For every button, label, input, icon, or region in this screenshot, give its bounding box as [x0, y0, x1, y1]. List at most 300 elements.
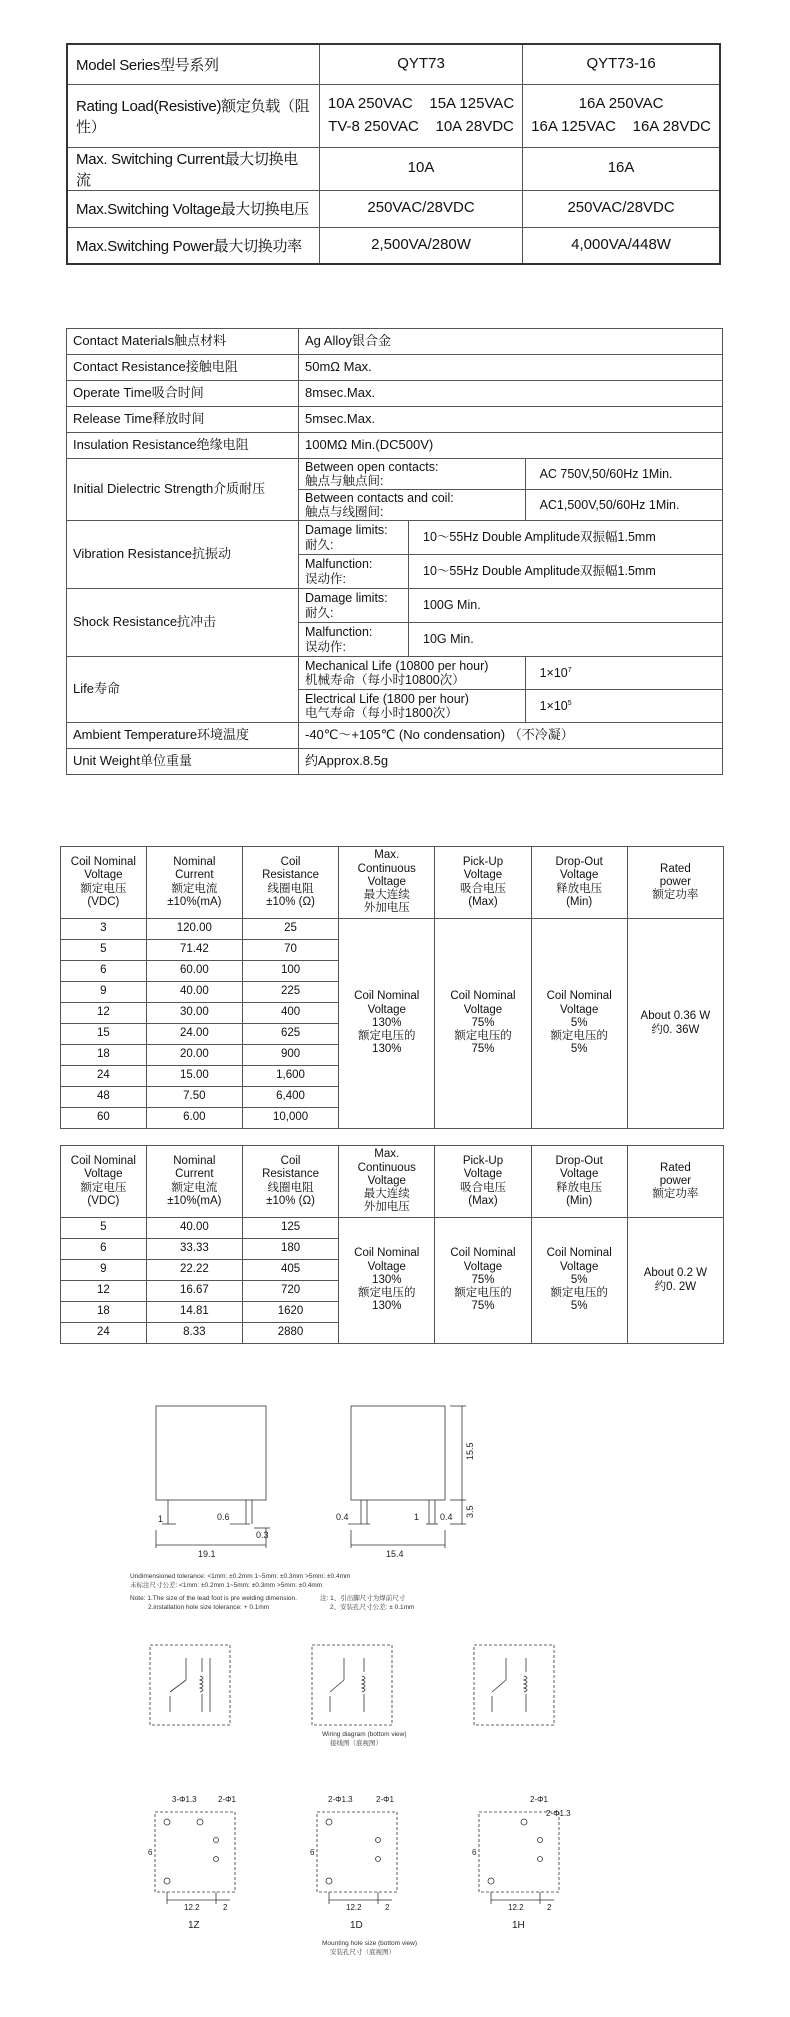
hole-label: 2-Φ1.3 — [328, 1795, 353, 1804]
header-line: Rated — [660, 862, 691, 875]
column-header — [435, 1146, 531, 1218]
max-voltage-qyt73-16: 250VAC/28VDC — [523, 190, 720, 227]
life-b-en: Electrical Life (1800 per hour) — [305, 691, 469, 706]
shock-a-cond — [299, 589, 409, 623]
shock-a-en: Damage limits: — [305, 591, 388, 606]
release-time-label: Release Time释放时间 — [67, 407, 299, 433]
hole-label: 2-Φ1 — [218, 1795, 236, 1804]
table-cell: 3 — [61, 919, 147, 940]
table-cell: 71.42 — [146, 940, 242, 961]
characteristics-table — [66, 328, 723, 775]
table-row — [67, 589, 723, 623]
table-row — [61, 1218, 724, 1239]
column-header — [531, 1146, 627, 1218]
header-line: Nominal — [173, 856, 216, 869]
table-row — [67, 723, 723, 749]
life-a-cond — [299, 657, 526, 690]
shock-b-cn: 误动作: — [305, 639, 346, 654]
cell-line: 5% — [570, 1016, 588, 1029]
dim-12-2: 12.2 — [346, 1903, 362, 1912]
table-row — [67, 44, 720, 84]
header-line: power — [659, 1174, 692, 1187]
table-cell: 1,600 — [242, 1066, 338, 1087]
header-line: 线圈电阻 — [267, 1181, 314, 1194]
life-b-exp: 5 — [567, 699, 572, 707]
dim-12-2: 12.2 — [508, 1903, 524, 1912]
header-line: ±10%(mA) — [167, 895, 222, 908]
cell-line: Voltage — [559, 1260, 599, 1273]
hole-label: 2-Φ1.3 — [546, 1809, 571, 1818]
model-series-label: Model Series型号系列 — [67, 44, 319, 84]
max-cont-cell — [339, 919, 435, 1129]
table-cell: 6,400 — [242, 1087, 338, 1108]
relay-side-outline — [351, 1406, 445, 1500]
header-line: Resistance — [262, 1168, 319, 1181]
table-cell: 60.00 — [146, 961, 242, 982]
dielectric-label: Initial Dielectric Strength介质耐压 — [67, 459, 299, 521]
label-1z: 1Z — [188, 1920, 200, 1931]
column-header — [61, 1146, 147, 1218]
cell-line: 额定电压的 — [550, 1287, 608, 1300]
table-cell: 6 — [61, 961, 147, 982]
hole-label: 3-Φ1.3 — [172, 1795, 197, 1804]
header-line: 额定电流 — [171, 882, 218, 895]
rating-load-qyt73-16 — [523, 84, 720, 147]
table-cell: 12 — [61, 1281, 147, 1302]
wiring-1z-frame — [150, 1645, 230, 1725]
max-cont-cell — [339, 1218, 435, 1344]
table-row — [67, 329, 723, 355]
header-line: Voltage — [84, 869, 123, 882]
vibration-a-cond — [299, 521, 409, 555]
table-cell: 25 — [242, 919, 338, 940]
cell-line: 75% — [471, 1043, 495, 1056]
header-line: 额定功率 — [652, 1188, 699, 1201]
table-cell: 22.22 — [146, 1260, 242, 1281]
life-b-value — [525, 690, 722, 723]
column-header — [531, 847, 627, 919]
power-cell — [627, 1218, 723, 1344]
vibration-a-cn: 耐久: — [305, 537, 334, 552]
table-cell: 15.00 — [146, 1066, 242, 1087]
header-line: 吸合电压 — [459, 1181, 506, 1194]
operate-time-label: Operate Time吸合时间 — [67, 381, 299, 407]
cell-line: 额定电压的 — [358, 1030, 416, 1043]
cell-line: Voltage — [463, 1003, 503, 1016]
tolerance-cn: 未标注尺寸公差: <1mm: ±0.2mm 1~5mm: ±0.3mm >5mm: ±0.4mm — [130, 1582, 323, 1589]
dielectric-b-cn: 触点与线圈间: — [305, 505, 384, 519]
dielectric-a-cn: 触点与触点间: — [305, 474, 384, 488]
header-line: Voltage — [559, 1168, 599, 1181]
table-cell: 30.00 — [146, 1003, 242, 1024]
dim-19-1: 19.1 — [198, 1549, 216, 1559]
note-2-cn: 2、安装孔尺寸公差: ± 0.1mm — [330, 1604, 415, 1611]
header-line: Voltage — [367, 1174, 406, 1187]
dim-2: 2 — [223, 1903, 228, 1912]
table-row — [67, 84, 720, 147]
dim-6: 6 — [310, 1848, 315, 1857]
header-line: (VDC) — [87, 1194, 120, 1207]
note-1-cn: 注: 1、引出脚尺寸为焊前尺寸 — [320, 1595, 406, 1602]
mount-1z-holes — [164, 1819, 230, 1904]
hole-label: 2-Φ1 — [376, 1795, 394, 1804]
cell-line: About 0.2 W — [643, 1267, 708, 1280]
cell-line: 130% — [372, 1273, 402, 1286]
cell-line: Coil Nominal — [354, 990, 420, 1003]
header-line: Drop-Out — [555, 1155, 603, 1168]
table-cell: 48 — [61, 1087, 147, 1108]
vibration-label: Vibration Resistance抗振动 — [67, 521, 299, 589]
vibration-a-en: Damage limits: — [305, 523, 388, 538]
table-cell: 16.67 — [146, 1281, 242, 1302]
table-cell: 720 — [242, 1281, 338, 1302]
header-line: Rated — [660, 1161, 691, 1174]
header-line: Continuous — [357, 1161, 416, 1174]
header-line: Voltage — [463, 869, 503, 882]
table-header-row — [61, 1146, 724, 1218]
mount-1d-holes — [326, 1819, 392, 1904]
table-cell: 60 — [61, 1108, 147, 1129]
cell-line: Voltage — [367, 1003, 406, 1016]
header-line: 额定电流 — [171, 1181, 218, 1194]
cell-line: 130% — [372, 1016, 402, 1029]
max-power-qyt73: 2,500VA/280W — [319, 227, 522, 264]
insulation-label: Insulation Resistance绝缘电阻 — [67, 433, 299, 459]
column-header — [146, 1146, 242, 1218]
mount-1h-frame — [479, 1812, 559, 1892]
table-row — [67, 459, 723, 490]
cell-line: Coil Nominal — [450, 1247, 516, 1260]
table-cell: 24.00 — [146, 1024, 242, 1045]
table-cell: 180 — [242, 1239, 338, 1260]
table-row — [67, 190, 720, 227]
cell-line: 5% — [570, 1273, 588, 1286]
life-b-cond — [299, 690, 526, 723]
column-header — [627, 847, 723, 919]
dim-6: 6 — [148, 1848, 153, 1857]
rating-load-label: Rating Load(Resistive)额定负载（阻性） — [67, 84, 319, 147]
model-qyt73-16: QYT73-16 — [523, 44, 720, 84]
header-line: Max. — [374, 1148, 400, 1161]
label-1h: 1H — [512, 1920, 525, 1931]
dim-0-3: 0.3 — [256, 1530, 269, 1540]
cell-line: Voltage — [559, 1003, 599, 1016]
shock-a-cn: 耐久: — [305, 605, 334, 620]
wiring-1d — [330, 1658, 365, 1712]
table-cell: 900 — [242, 1045, 338, 1066]
life-label: Life寿命 — [67, 657, 299, 723]
table-cell: 400 — [242, 1003, 338, 1024]
coil-table-1 — [60, 846, 724, 1129]
rating-line: 16A 250VAC — [578, 95, 664, 112]
vibration-b-en: Malfunction: — [305, 557, 373, 572]
note-1-en: Note: 1.The size of the lead foot is pre welding dimension. — [130, 1595, 297, 1602]
column-header — [146, 847, 242, 919]
column-header — [242, 847, 338, 919]
dropout-cell — [531, 919, 627, 1129]
contact-materials-value: Ag Alloy银合金 — [299, 329, 723, 355]
table-header-row — [61, 847, 724, 919]
pickup-cell — [435, 919, 531, 1129]
dimension-drawings — [130, 1400, 660, 1960]
contact-materials-label: Contact Materials触点材料 — [67, 329, 299, 355]
cell-line: Voltage — [463, 1260, 503, 1273]
table-cell: 12 — [61, 1003, 147, 1024]
dielectric-a-value: AC 750V,50/60Hz 1Min. — [525, 459, 722, 490]
table-cell: 10,000 — [242, 1108, 338, 1129]
table-cell: 9 — [61, 1260, 147, 1281]
table-cell: 20.00 — [146, 1045, 242, 1066]
cell-line: 130% — [372, 1043, 402, 1056]
shock-b-value: 10G Min. — [409, 623, 723, 657]
table-cell: 120.00 — [146, 919, 242, 940]
column-header — [627, 1146, 723, 1218]
table-cell: 5 — [61, 940, 147, 961]
header-line: Pick-Up — [462, 1155, 504, 1168]
dim-3-5: 3.5 — [465, 1505, 475, 1518]
header-line: ±10% (Ω) — [266, 1194, 315, 1207]
release-time-value: 5msec.Max. — [299, 407, 723, 433]
note-2-en: 2.installation hole size tolerance: + 0.1mm — [148, 1604, 270, 1611]
dim-15-5: 15.5 — [465, 1442, 475, 1460]
header-line: (VDC) — [87, 895, 120, 908]
rating-line: TV-8 250VAC 10A 28VDC — [328, 117, 514, 135]
cell-line: Coil Nominal — [546, 1247, 612, 1260]
table-cell: 125 — [242, 1218, 338, 1239]
header-line: Coil Nominal — [70, 1155, 136, 1168]
cell-line: Coil Nominal — [354, 1247, 420, 1260]
table-row — [67, 381, 723, 407]
header-line: Pick-Up — [462, 856, 504, 869]
table-cell: 14.81 — [146, 1302, 242, 1323]
table-cell: 405 — [242, 1260, 338, 1281]
mount-caption-en: Mounting hole size (bottom view) — [322, 1940, 418, 1947]
wiring-1h-frame — [474, 1645, 554, 1725]
header-line: Voltage — [84, 1168, 123, 1181]
insulation-value: 100MΩ Min.(DC500V) — [299, 433, 723, 459]
table-cell: 18 — [61, 1302, 147, 1323]
ambient-label: Ambient Temperature环境温度 — [67, 723, 299, 749]
header-line: 最大连续 — [363, 889, 410, 902]
cell-line: 额定电压的 — [550, 1030, 608, 1043]
shock-b-en: Malfunction: — [305, 625, 373, 640]
cell-line: 约0. 36W — [651, 1023, 700, 1036]
cell-line: 130% — [372, 1300, 402, 1313]
max-current-label: Max. Switching Current最大切换电流 — [67, 147, 319, 190]
life-a-base: 1×10 — [539, 665, 568, 680]
dim-1b: 1 — [414, 1512, 420, 1522]
table-cell: 7.50 — [146, 1087, 242, 1108]
cell-line: About 0.36 W — [640, 1010, 711, 1023]
table-cell: 225 — [242, 982, 338, 1003]
model-qyt73: QYT73 — [319, 44, 522, 84]
wiring-1z — [170, 1658, 210, 1712]
table-row — [67, 355, 723, 381]
dielectric-b-value: AC1,500V,50/60Hz 1Min. — [525, 490, 722, 521]
header-line: Max. — [374, 849, 400, 862]
power-cell — [627, 919, 723, 1129]
table-cell: 8.33 — [146, 1323, 242, 1344]
life-a-cn: 机械寿命（每小时10800次） — [305, 673, 465, 687]
coil-table-2 — [60, 1145, 724, 1344]
table-row — [67, 749, 723, 775]
dielectric-b-cond — [299, 490, 526, 521]
rating-line: 16A 125VAC 16A 28VDC — [531, 117, 711, 135]
table-cell: 40.00 — [146, 1218, 242, 1239]
life-b-base: 1×10 — [539, 698, 568, 713]
table-cell: 40.00 — [146, 982, 242, 1003]
hole-label: 2-Φ1 — [530, 1795, 548, 1804]
cell-line: 5% — [570, 1043, 588, 1056]
pickup-cell — [435, 1218, 531, 1344]
cell-line: 75% — [471, 1300, 495, 1313]
table-row — [61, 919, 724, 940]
wiring-caption-en: Wiring diagram (bottom view) — [322, 1731, 407, 1738]
cell-line: 额定电压的 — [358, 1287, 416, 1300]
header-line: ±10%(mA) — [167, 1194, 222, 1207]
column-header — [435, 847, 531, 919]
shock-b-cond — [299, 623, 409, 657]
table-row — [67, 433, 723, 459]
dielectric-b-en: Between contacts and coil: — [305, 490, 454, 505]
dim-2: 2 — [547, 1903, 552, 1912]
cell-line: 75% — [471, 1016, 495, 1029]
cell-line: Voltage — [367, 1260, 406, 1273]
ratings-table — [66, 43, 721, 265]
header-line: Coil Nominal — [70, 856, 136, 869]
cell-line: 约0. 2W — [654, 1280, 697, 1293]
max-power-qyt73-16: 4,000VA/448W — [523, 227, 720, 264]
wiring-1d-frame — [312, 1645, 392, 1725]
header-line: (Min) — [566, 895, 593, 908]
operate-time-value: 8msec.Max. — [299, 381, 723, 407]
vibration-b-value: 10～55Hz Double Amplitude双振幅1.5mm — [409, 555, 723, 589]
cell-line: 75% — [471, 1273, 495, 1286]
contact-resistance-value: 50mΩ Max. — [299, 355, 723, 381]
dim-1a: 1 — [158, 1514, 164, 1524]
dim-12-2: 12.2 — [184, 1903, 200, 1912]
header-line: (Min) — [566, 1194, 593, 1207]
header-line: 外加电压 — [363, 1201, 410, 1214]
header-line: Continuous — [357, 862, 416, 875]
dielectric-a-cond — [299, 459, 526, 490]
header-line: Current — [175, 1168, 214, 1181]
table-cell: 100 — [242, 961, 338, 982]
vibration-b-cn: 误动作: — [305, 571, 346, 586]
mount-1z-frame — [155, 1812, 235, 1892]
ambient-value: -40℃～+105℃ (No condensation) （不冷凝） — [299, 723, 723, 749]
max-voltage-label: Max.Switching Voltage最大切换电压 — [67, 190, 319, 227]
dielectric-a-en: Between open contacts: — [305, 459, 439, 474]
label-1d: 1D — [350, 1920, 363, 1931]
max-voltage-qyt73: 250VAC/28VDC — [319, 190, 522, 227]
table-cell: 15 — [61, 1024, 147, 1045]
table-cell: 24 — [61, 1323, 147, 1344]
vibration-b-cond — [299, 555, 409, 589]
shock-label: Shock Resistance抗冲击 — [67, 589, 299, 657]
table-row — [67, 227, 720, 264]
header-line: Voltage — [367, 875, 406, 888]
tolerance-en: Undimensioned tolerance: <1mm: ±0.2mm 1~5mm: ±0.3mm >5mm: ±0.4mm — [130, 1573, 351, 1580]
table-cell: 625 — [242, 1024, 338, 1045]
max-current-qyt73-16: 16A — [523, 147, 720, 190]
header-line: ±10% (Ω) — [266, 895, 315, 908]
table-cell: 5 — [61, 1218, 147, 1239]
table-cell: 9 — [61, 982, 147, 1003]
header-line: 外加电压 — [363, 902, 410, 915]
header-line: (Max) — [468, 1194, 498, 1207]
column-header — [339, 1146, 435, 1218]
table-row — [67, 147, 720, 190]
cell-line: 5% — [570, 1300, 588, 1313]
contact-resistance-label: Contact Resistance接触电阻 — [67, 355, 299, 381]
mount-caption-cn: 安装孔尺寸（底视图） — [330, 1949, 395, 1956]
header-line: Current — [175, 869, 214, 882]
header-line: Coil — [280, 856, 301, 869]
header-line: power — [659, 875, 692, 888]
rating-load-qyt73 — [319, 84, 522, 147]
wiring-caption-cn: 接线图（底视图） — [330, 1740, 382, 1747]
column-header — [61, 847, 147, 919]
table-cell: 6 — [61, 1239, 147, 1260]
header-line: Drop-Out — [555, 856, 603, 869]
table-row — [67, 407, 723, 433]
mount-1d-frame — [317, 1812, 397, 1892]
table-cell: 6.00 — [146, 1108, 242, 1129]
header-line: 释放电压 — [556, 882, 603, 895]
header-line: 额定电压 — [80, 1181, 127, 1194]
dim-0-4a: 0.4 — [336, 1512, 349, 1522]
cell-line: Coil Nominal — [450, 990, 516, 1003]
table-row — [67, 521, 723, 555]
dim-0-6: 0.6 — [217, 1512, 230, 1522]
header-line: Voltage — [559, 869, 599, 882]
dim-0-4b: 0.4 — [440, 1512, 453, 1522]
weight-label: Unit Weight单位重量 — [67, 749, 299, 775]
weight-value: 约Approx.8.5g — [299, 749, 723, 775]
header-line: 最大连续 — [363, 1188, 410, 1201]
header-line: 释放电压 — [556, 1181, 603, 1194]
dim-2: 2 — [385, 1903, 390, 1912]
header-line: Resistance — [262, 869, 319, 882]
rating-line: 10A 250VAC 15A 125VAC — [327, 95, 515, 112]
table-cell: 70 — [242, 940, 338, 961]
life-a-en: Mechanical Life (10800 per hour) — [305, 658, 489, 673]
header-line: 吸合电压 — [459, 882, 506, 895]
dropout-cell — [531, 1218, 627, 1344]
header-line: 线圈电阻 — [267, 882, 314, 895]
column-header — [242, 1146, 338, 1218]
header-line: Coil — [280, 1155, 301, 1168]
header-line: (Max) — [468, 895, 498, 908]
column-header — [339, 847, 435, 919]
cell-line: 额定电压的 — [454, 1287, 512, 1300]
shock-a-value: 100G Min. — [409, 589, 723, 623]
header-line: Voltage — [463, 1168, 503, 1181]
table-cell: 18 — [61, 1045, 147, 1066]
table-cell: 1620 — [242, 1302, 338, 1323]
header-line: 额定电压 — [80, 882, 127, 895]
vibration-a-value: 10～55Hz Double Amplitude双振幅1.5mm — [409, 521, 723, 555]
life-a-value — [525, 657, 722, 690]
dim-6: 6 — [472, 1848, 477, 1857]
header-line: 额定功率 — [652, 889, 699, 902]
mount-1h-holes — [488, 1819, 554, 1904]
wiring-1h — [492, 1658, 527, 1712]
table-cell: 24 — [61, 1066, 147, 1087]
table-cell: 2880 — [242, 1323, 338, 1344]
header-line: Nominal — [173, 1155, 216, 1168]
